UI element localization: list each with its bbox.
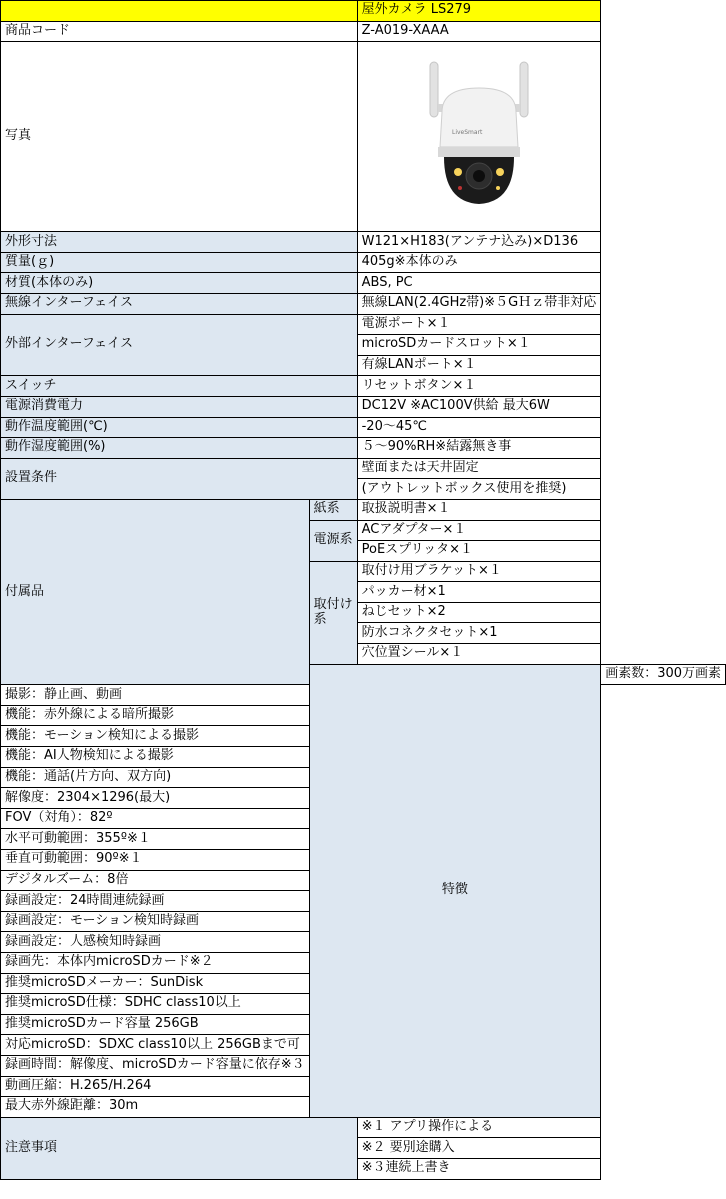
temp-label[interactable]: 動作温度範囲(℃) [1, 417, 358, 438]
table-row [1, 458, 726, 479]
accessory-group-mount[interactable]: 取付け系 [309, 561, 357, 664]
accessories-label[interactable]: 付属品 [1, 499, 310, 684]
switch-label[interactable]: スイッチ [1, 376, 358, 397]
feature-item[interactable]: 動画圧縮：H.265/H.264 [1, 1076, 310, 1097]
feature-item[interactable]: デジタルズーム：8倍 [1, 870, 310, 891]
header-row [1, 1, 726, 22]
feature-item[interactable]: 対応microSD：SDXC class10以上 256GBまで可 [1, 1035, 310, 1056]
table-row [1, 314, 726, 335]
header-label-cell[interactable] [1, 1, 358, 22]
table-row [1, 417, 726, 438]
material-value[interactable]: ABS, PC [357, 273, 601, 294]
feature-item[interactable]: 録画設定：24時間連続録画 [1, 891, 310, 912]
wireless-label[interactable]: 無線インターフェイス [1, 293, 358, 314]
weight-value[interactable]: 405g※本体のみ [357, 252, 601, 273]
photo-label[interactable]: 写真 [1, 42, 358, 232]
humidity-label[interactable]: 動作湿度範囲(%) [1, 438, 358, 459]
temp-value[interactable]: -20～45℃ [357, 417, 601, 438]
table-row [1, 273, 726, 294]
power-label[interactable]: 電源消費電力 [1, 396, 358, 417]
feature-item[interactable]: 推奨microSD仕様：SDHC class10以上 [1, 994, 310, 1015]
size-label[interactable]: 外形寸法 [1, 232, 358, 253]
switch-value[interactable]: リセットボタン×１ [357, 376, 601, 397]
material-label[interactable]: 材質(本体のみ) [1, 273, 358, 294]
feature-item[interactable]: 機能：AI人物検知による撮影 [1, 747, 310, 768]
accessory-item[interactable]: ACアダプター×１ [357, 520, 601, 541]
external-value[interactable]: 有線LANポート×１ [357, 355, 601, 376]
power-value[interactable]: DC12V ※AC100V供給 最大6W [357, 396, 601, 417]
humidity-value[interactable]: ５～90%RH※結露無き事 [357, 438, 601, 459]
feature-item[interactable]: 撮影：静止画、動画 [1, 685, 310, 706]
brand-logo: LiveSmart [451, 128, 483, 136]
feature-item[interactable]: 機能：赤外線による暗所撮影 [1, 705, 310, 726]
feature-item[interactable]: 録画設定：人感検知時録画 [1, 932, 310, 953]
table-row [1, 438, 726, 459]
notes-label[interactable]: 注意事項 [1, 1117, 358, 1179]
note-item[interactable]: ※１ アプリ操作による [357, 1117, 601, 1138]
feature-item[interactable]: 垂直可動範囲：90º※１ [1, 850, 310, 871]
table-row [1, 252, 726, 273]
camera-photo [414, 52, 544, 222]
product-title-cell[interactable]: 屋外カメラ LS279 [357, 1, 601, 22]
table-row [1, 293, 726, 314]
feature-item[interactable]: 水平可動範囲：355º※１ [1, 829, 310, 850]
feature-item[interactable]: 最大赤外線距離：30m [1, 1097, 310, 1118]
feature-item[interactable]: 推奨microSDメーカー：SunDisk [1, 973, 310, 994]
accessory-item[interactable]: PoEスプリッタ×１ [357, 541, 601, 562]
accessory-item[interactable]: 穴位置シール×１ [357, 644, 601, 665]
feature-item[interactable]: 録画先：本体内microSDカード※２ [1, 952, 310, 973]
note-item[interactable]: ※３連続上書き [357, 1158, 601, 1179]
feature-item[interactable]: 録画時間：解像度、microSDカード容量に依存※３ [1, 1055, 310, 1076]
accessory-item[interactable]: 防水コネクタセット×1 [357, 623, 601, 644]
table-row [1, 232, 726, 253]
external-label[interactable]: 外部インターフェイス [1, 314, 358, 376]
accessory-item[interactable]: 取付け用ブラケット×１ [357, 561, 601, 582]
feature-item[interactable]: 解像度：2304×1296(最大) [1, 788, 310, 809]
feature-item[interactable]: 画素数：300万画素 [601, 664, 726, 685]
table-row [1, 42, 726, 232]
features-label[interactable]: 特徴 [309, 664, 601, 1117]
feature-item[interactable]: 機能：通話(片方向、双方向) [1, 767, 310, 788]
table-row [1, 376, 726, 397]
table-row [1, 1117, 726, 1138]
accessory-group-power[interactable]: 電源系 [309, 520, 357, 561]
code-label[interactable]: 商品コード [1, 21, 358, 42]
accessory-item[interactable]: ねじセット×2 [357, 602, 601, 623]
note-item[interactable]: ※２ 要別途購入 [357, 1138, 601, 1159]
feature-item[interactable]: 録画設定：モーション検知時録画 [1, 911, 310, 932]
feature-item[interactable]: FOV（対角）：82º [1, 808, 310, 829]
accessory-item[interactable]: パッカー材×1 [357, 582, 601, 603]
accessory-item[interactable]: 取扱説明書×１ [357, 499, 601, 520]
install-value[interactable]: 壁面または天井固定 [357, 458, 601, 479]
external-value[interactable]: 電源ポート×１ [357, 314, 601, 335]
external-value[interactable]: microSDカードスロット×１ [357, 335, 601, 356]
table-row [1, 21, 726, 42]
table-row [1, 396, 726, 417]
code-value[interactable]: Z-A019-XAAA [357, 21, 601, 42]
feature-item[interactable]: 機能：モーション検知による撮影 [1, 726, 310, 747]
wireless-value[interactable]: 無線LAN(2.4GHz帯)※５GＨｚ帯非対応 [357, 293, 601, 314]
weight-label[interactable]: 質量(ｇ) [1, 252, 358, 273]
install-label[interactable]: 設置条件 [1, 458, 358, 499]
feature-item[interactable]: 推奨microSDカード容量 256GB [1, 1014, 310, 1035]
photo-cell[interactable] [357, 42, 601, 232]
accessory-group-paper[interactable]: 紙系 [309, 499, 357, 520]
install-value[interactable]: (アウトレットボックス使用を推奨) [357, 479, 601, 500]
size-value[interactable]: W121×H183(アンテナ込み)×D136 [357, 232, 601, 253]
